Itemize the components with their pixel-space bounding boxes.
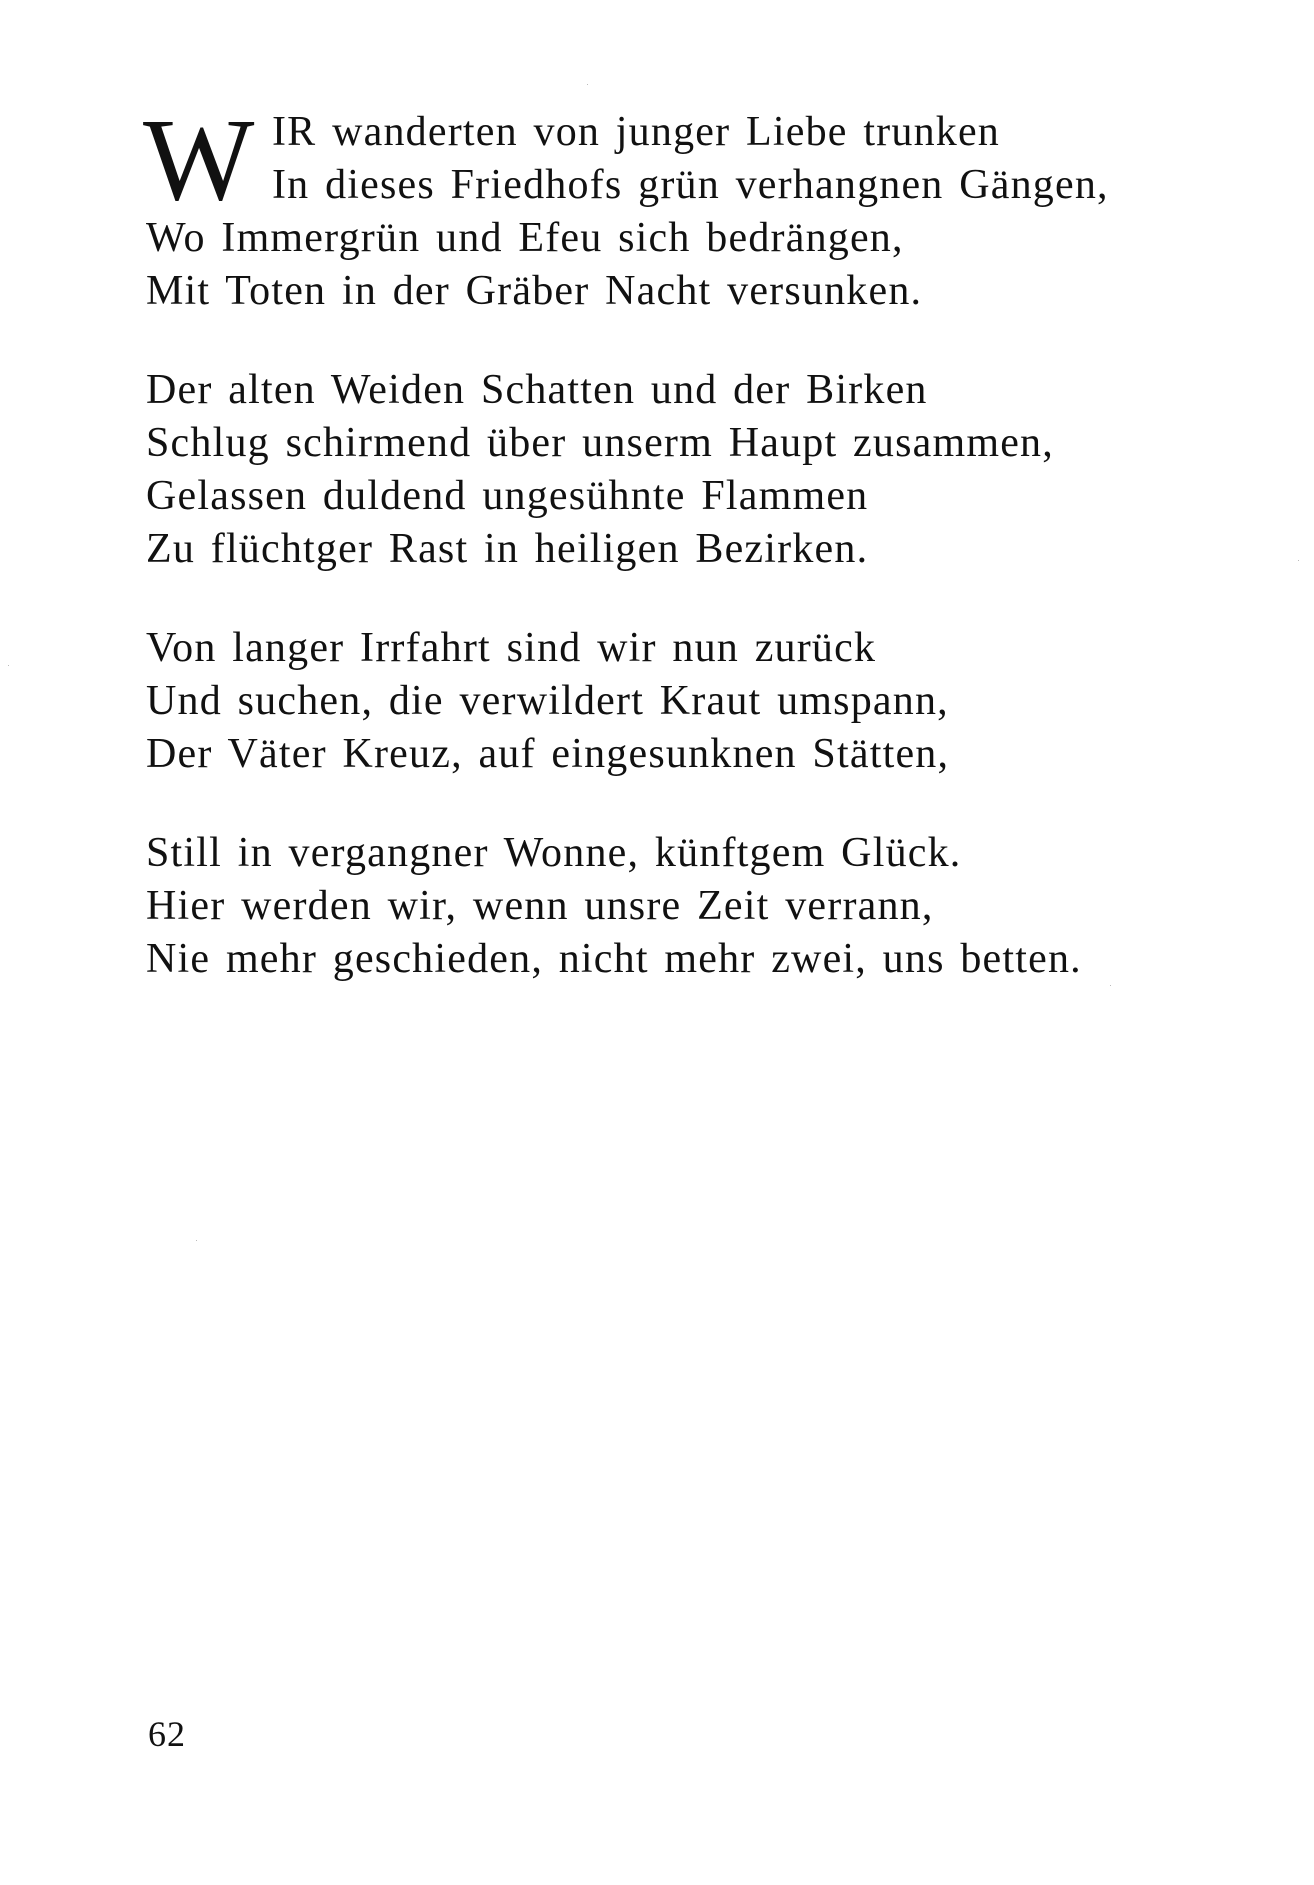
- paper-speck: [196, 1240, 197, 1241]
- poem: [143, 94, 1166, 1032]
- poem-line: Und suchen, die verwildert Kraut umspann,: [146, 678, 949, 724]
- poem-line: IR wanderten von junger Liebe trunken: [272, 109, 1001, 155]
- stanza-2: [146, 364, 1166, 576]
- stanza-3: [146, 622, 1166, 781]
- paper-speck: [1298, 560, 1299, 561]
- stanza-4: [146, 827, 1166, 986]
- poem-line: Mit Toten in der Gräber Nacht versunken.: [146, 268, 923, 314]
- stanza-1: [143, 94, 1166, 318]
- poem-line: Der alten Weiden Schatten und der Birken: [146, 367, 928, 413]
- poem-line: Der Väter Kreuz, auf eingesunknen Stätten,: [146, 731, 950, 777]
- page-number: 62: [148, 1714, 186, 1754]
- poem-line: Hier werden wir, wenn unsre Zeit verrann,: [146, 883, 934, 929]
- poem-line: Still in vergangner Wonne, künftgem Glück.: [146, 830, 962, 876]
- paper-speck: [587, 84, 588, 85]
- poem-line: Nie mehr geschieden, nicht mehr zwei, uns betten.: [146, 936, 1082, 982]
- poem-line: Gelassen duldend ungesühnte Flammen: [146, 473, 869, 519]
- poem-line: Schlug schirmend über unserm Haupt zusammen,: [146, 420, 1054, 466]
- opening-lines: [143, 94, 1166, 225]
- paper-speck: [1110, 985, 1111, 986]
- paper-speck: [8, 665, 9, 666]
- poem-line: In dieses Friedhofs grün verhangnen Gängen,: [272, 162, 1109, 208]
- poem-line: Zu flüchtger Rast in heiligen Bezirken.: [146, 526, 869, 572]
- poem-line: Wo Immergrün und Efeu sich bedrängen,: [146, 215, 904, 261]
- drop-cap: W: [143, 94, 255, 225]
- poem-line: Von langer Irrfahrt sind wir nun zurück: [146, 625, 877, 671]
